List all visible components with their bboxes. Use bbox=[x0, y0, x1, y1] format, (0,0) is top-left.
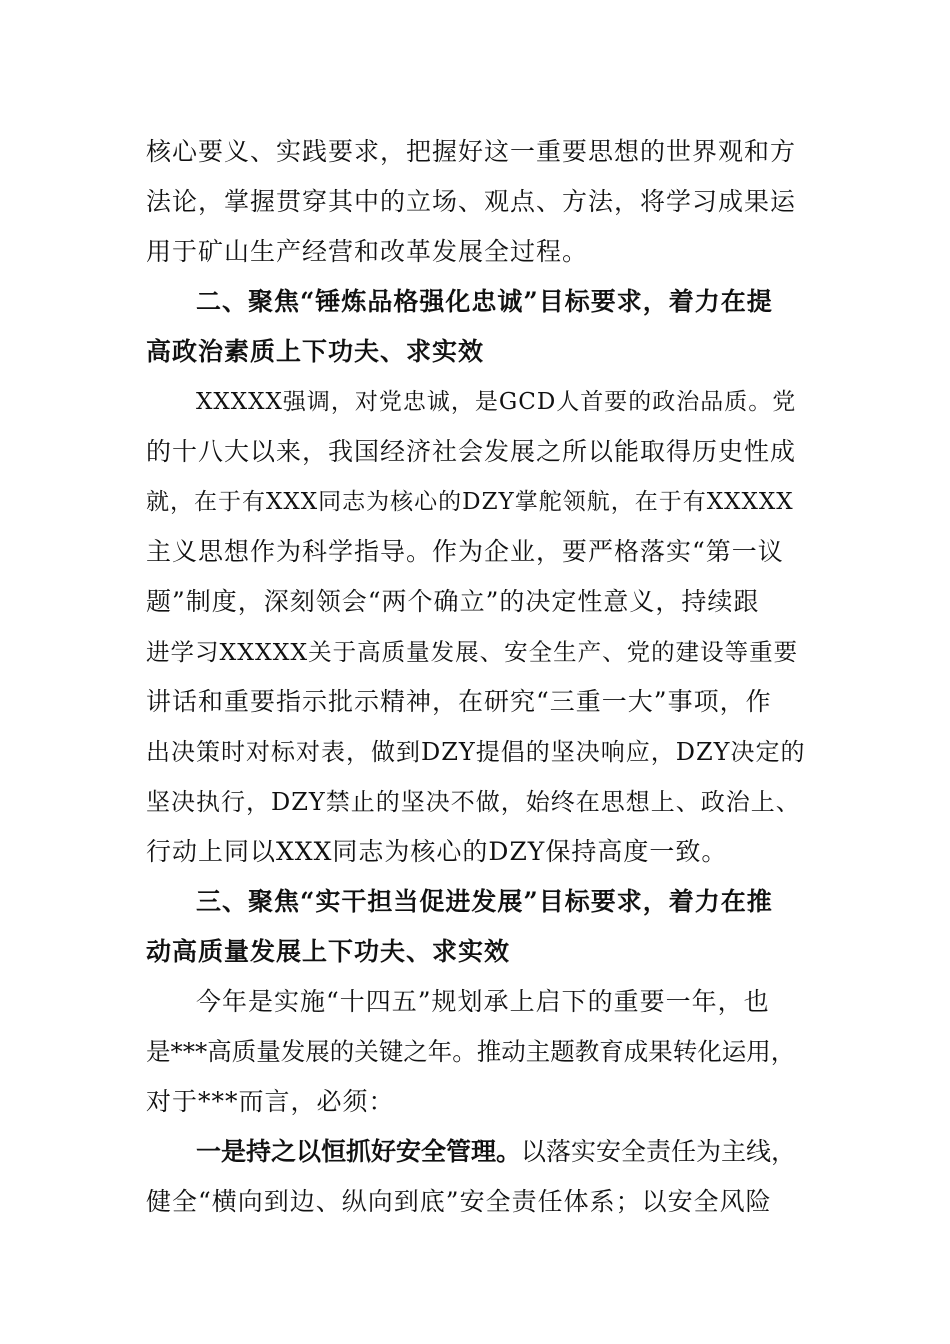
paragraph-line bbox=[196, 1136, 806, 1168]
paragraph-line: 法论，掌握贯穿其中的立场、观点、方法，将学习成果运 bbox=[146, 187, 797, 216]
paragraph-line: 是***高质量发展的关键之年。推动主题教育成果转化运用， bbox=[146, 1037, 796, 1066]
paragraph-line: 就，在于有XXX同志为核心的DZY掌舵领航，在于有XXXXX bbox=[146, 489, 794, 515]
paragraph-line: 讲话和重要指示批示精神，在研究“三重一大”事项，作 bbox=[146, 687, 772, 716]
paragraph-line: 今年是实施“十四五”规划承上启下的重要一年，也 bbox=[196, 987, 770, 1016]
paragraph-line: 健全“横向到边、纵向到底”安全责任体系；以安全风险 bbox=[146, 1187, 772, 1216]
section-heading-3-line: 动高质量发展上下功夫、求实效 bbox=[146, 937, 511, 966]
section-heading-2-line: 二、聚焦“锤炼品格强化忠诚”目标要求，着力在提 bbox=[196, 287, 773, 316]
paragraph-line: 的十八大以来，我国经济社会发展之所以能取得历史性成 bbox=[146, 437, 797, 466]
paragraph-line: 坚决执行，DZY禁止的坚决不做，始终在思想上、政治上、 bbox=[146, 788, 801, 816]
paragraph-line: 主义思想作为科学指导。作为企业，要严格落实“第一议 bbox=[146, 537, 784, 566]
paragraph-line: XXXXX强调，对党忠诚，是GCD人首要的政治品质。党 bbox=[196, 389, 797, 415]
bold-lead-text: 一是持之以恒抓好安全管理。 bbox=[196, 1137, 522, 1166]
paragraph-line: 对于***而言，必须： bbox=[146, 1087, 395, 1116]
paragraph-line: 行动上同以XXX同志为核心的DZY保持高度一致。 bbox=[146, 837, 728, 866]
paragraph-line: 出决策时对标对表，做到DZY提倡的坚决响应，DZY决定的 bbox=[146, 738, 806, 766]
paragraph-line: 核心要义、实践要求，把握好这一重要思想的世界观和方 bbox=[146, 137, 797, 166]
paragraph-line: 用于矿山生产经营和改革发展全过程。 bbox=[146, 237, 589, 266]
section-heading-2-line: 高政治素质上下功夫、求实效 bbox=[146, 337, 485, 366]
paragraph-line: 题”制度，深刻领会“两个确立”的决定性意义，持续跟 bbox=[146, 587, 760, 616]
paragraph-text: 以落实安全责任为主线， bbox=[521, 1137, 797, 1166]
paragraph-line: 进学习XXXXX关于高质量发展、安全生产、党的建设等重要 bbox=[146, 638, 799, 666]
section-heading-3-line: 三、聚焦“实干担当促进发展”目标要求，着力在推 bbox=[196, 887, 773, 916]
